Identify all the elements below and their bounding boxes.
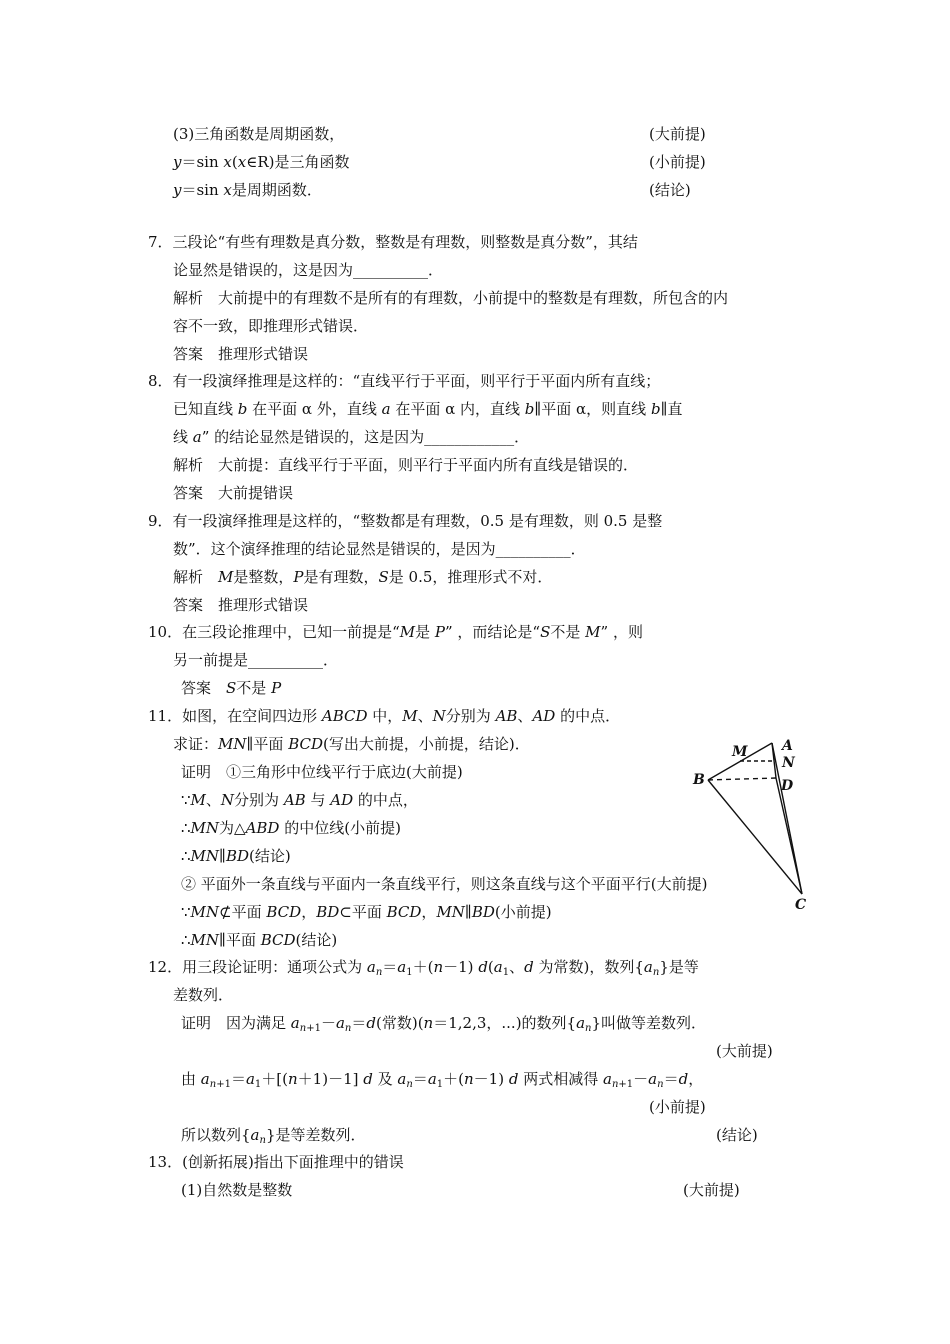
text-line: 容不一致，即推理形式错误． (173, 317, 369, 335)
text-line: 13．(创新拓展)指出下面推理中的错误 (148, 1153, 404, 1171)
label-c: C (795, 897, 807, 913)
text-line: 解析 大前提中的有理数不是所有的有理数，小前提中的整数是有理数，所包含的内 (173, 289, 729, 307)
label-a: A (782, 738, 793, 754)
text-line: 证明 因为满足 $a_{n+1}-a_n=d$(常数)(n＝1,2,3，...)的数列$\{a_n\}$叫做等差数列． (181, 1014, 707, 1034)
text-line: 另一前提是__________． (173, 651, 339, 669)
label-m: M (732, 744, 748, 760)
text-line: y＝sin x(x∈R)是三角函数 (173, 153, 350, 171)
text-line: ∴MN∥BD(结论) (181, 847, 291, 865)
text-line: 答案 推理形式错误 (173, 596, 309, 614)
text-line: 所以数列$\{a_n\}$是等差数列． (181, 1126, 366, 1146)
text-line: 解析 M是整数，P是有理数，S是 0.5，推理形式不对． (173, 568, 553, 586)
text-line: 由 $a_{n+1}=a_1+[(n+1)-1]$ d 及 $a_n=a_1+(n-1)$ d 两式相减得 $a_{n+1}-a_n=d$， (181, 1070, 704, 1090)
text-line: 10．在三段论推理中，已知一前提是“M是 P” ，而结论是“S不是 M” ，则 (148, 623, 643, 641)
text-line: 差数列． (173, 986, 234, 1004)
premise-tag: (结论) (716, 1126, 758, 1144)
text-line: ② 平面外一条直线与平面内一条直线平行，则这条直线与这个平面平行(大前提) (181, 875, 708, 893)
text-line: 论显然是错误的，这是因为__________． (173, 261, 444, 279)
text-line: ∵M、N分别为 AB 与 AD 的中点， (181, 791, 418, 809)
text-line: 答案 S不是 P (181, 679, 282, 697)
premise-tag: (大前提) (649, 125, 706, 143)
edge-bc (708, 780, 802, 894)
premise-tag: (大前提) (683, 1181, 740, 1199)
text-line: 线 a” 的结论显然是错误的，这是因为____________． (173, 428, 530, 446)
text-line: 11．如图，在空间四边形 ABCD 中，M、N分别为 AB、AD 的中点． (148, 707, 621, 725)
edge-dc (776, 778, 802, 894)
premise-tag: (小前提) (649, 153, 706, 171)
text-line: 证明 ①三角形中位线平行于底边(大前提) (181, 763, 463, 781)
text-line: 8．有一段演绎推理是这样的：“直线平行于平面，则平行于平面内所有直线； (148, 372, 661, 390)
text-line: 12．用三段论证明：通项公式为 $a_n=a_1+(n-1)$ $d(a_1$、d 为常数)，数列$\{a_n\}$是等 (148, 958, 699, 978)
text-line: (3)三角函数是周期函数， (173, 125, 345, 143)
tetrahedron-figure (692, 734, 822, 914)
text-line: (小前提) (649, 1098, 706, 1116)
premise-tag: (结论) (649, 181, 691, 199)
text-line: 7．三段论“有些有理数是真分数，整数是有理数，则整数是真分数”，其结 (148, 233, 638, 251)
text-line: ∵MN⊄平面 BCD，BD⊂平面 BCD，MN∥BD(小前提) (181, 903, 552, 921)
text-line: y＝sin x是周期函数． (173, 181, 322, 199)
text-line: ∴MN∥平面 BCD(结论) (181, 931, 338, 949)
text-line: 解析 大前提：直线平行于平面，则平行于平面内所有直线是错误的． (173, 456, 639, 474)
text-line: 答案 推理形式错误 (173, 345, 309, 363)
text-line: 数”．这个演绎推理的结论显然是错误的，是因为__________． (173, 540, 586, 558)
edge-bd-hidden (708, 778, 776, 780)
text-line: 答案 大前提错误 (173, 484, 294, 502)
label-d: D (781, 778, 794, 794)
text-line: ∴MN为△ABD 的中位线(小前提) (181, 819, 401, 837)
text-line: (1)自然数是整数 (181, 1181, 293, 1199)
text-line: 9．有一段演绎推理是这样的，“整数都是有理数，0.5 是有理数，则 0.5 是整 (148, 512, 663, 530)
text-line: (大前提) (716, 1042, 773, 1060)
text-line: 已知直线 b 在平面 α 外，直线 a 在平面 α 内，直线 b∥平面 α，则直线 b∥直 (173, 400, 683, 418)
label-n: N (782, 755, 795, 771)
text-line: 求证：MN∥平面 BCD(写出大前提，小前提，结论)． (173, 735, 530, 753)
label-b: B (693, 772, 705, 788)
